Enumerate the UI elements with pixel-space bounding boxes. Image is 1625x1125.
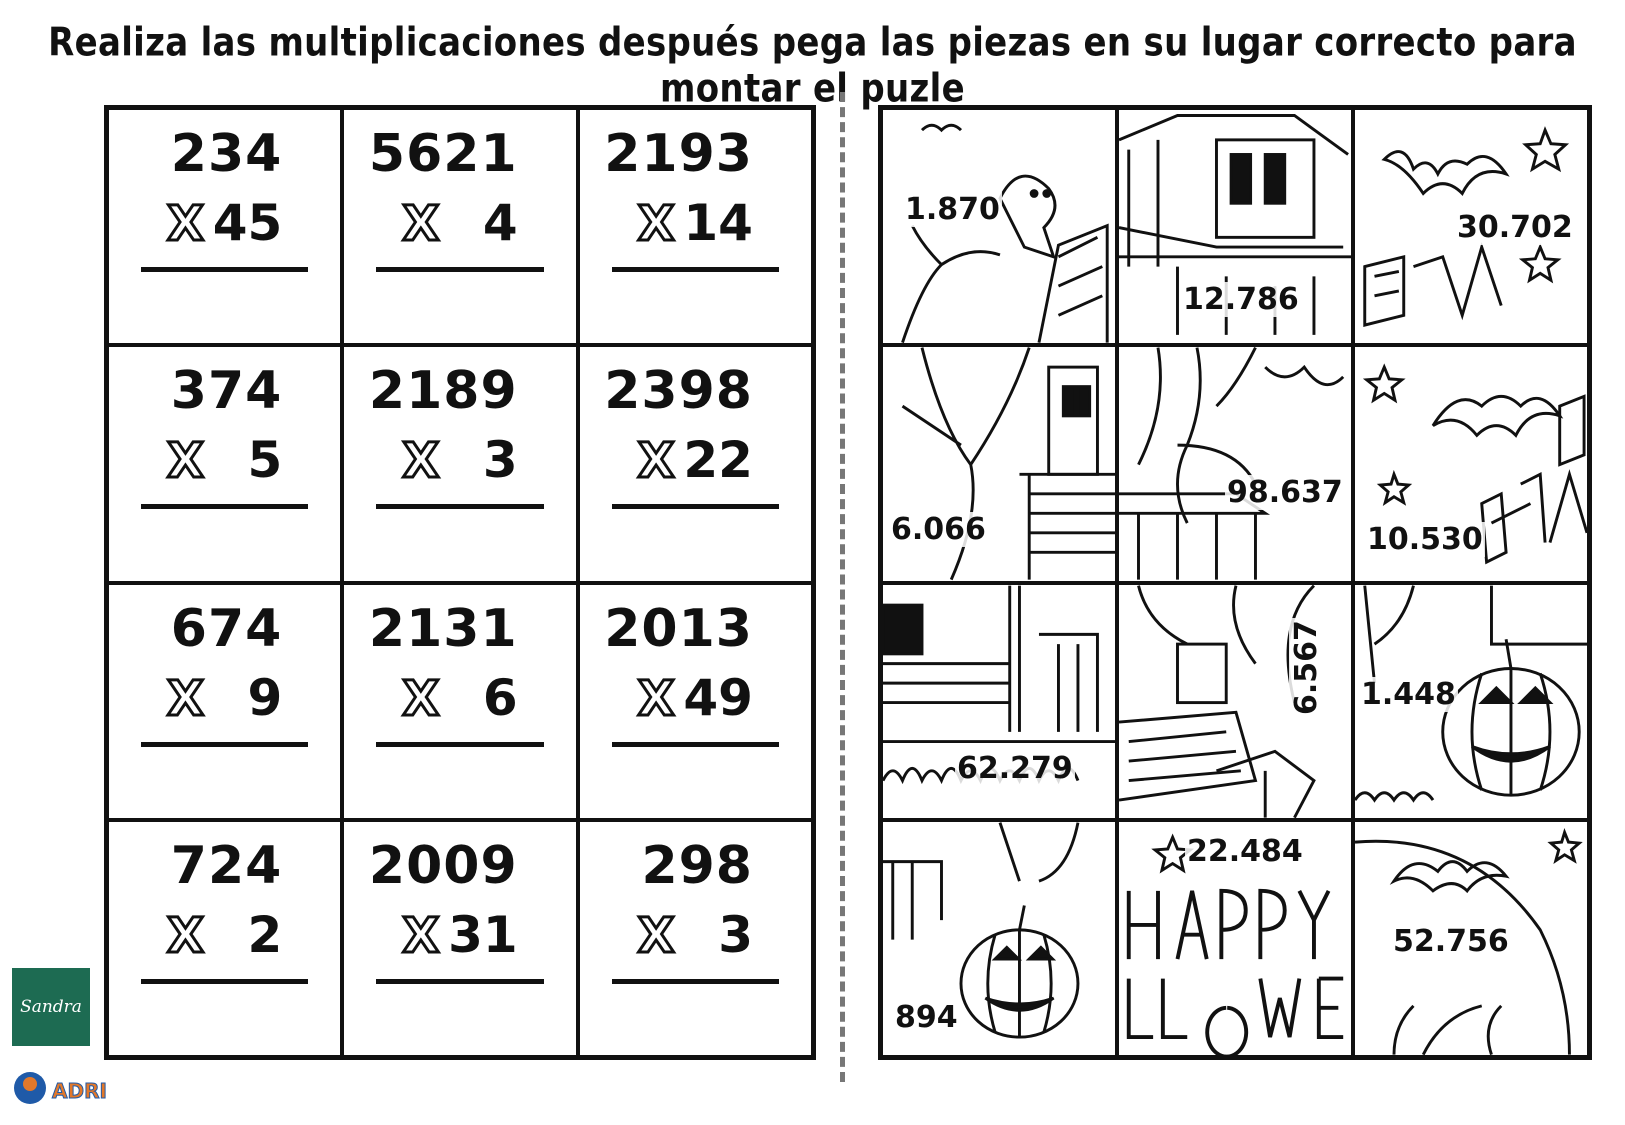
piece-number: 62.279: [957, 750, 1073, 786]
multiplicand: 2189: [368, 361, 518, 422]
answer-line: [376, 979, 543, 984]
problem-cell: [107, 108, 342, 345]
piece-number: 1.870: [905, 192, 1000, 227]
puzzle-grid: [878, 105, 1592, 1060]
multiplier: 3: [482, 431, 518, 490]
problem-cell: [342, 108, 577, 345]
multiplicand: 2009: [368, 835, 518, 896]
puzzle-piece[interactable]: [1353, 108, 1589, 345]
answer-line: [612, 267, 779, 272]
multiplicand: 2013: [604, 598, 753, 659]
times-sign: X: [637, 433, 675, 490]
problem-cell: [342, 820, 577, 1057]
problem-cell: [578, 345, 813, 582]
problem-cell: [107, 345, 342, 582]
times-sign: X: [167, 433, 205, 490]
times-sign: X: [637, 670, 675, 727]
multiplicand: 2131: [368, 598, 518, 659]
piece-number: 894: [895, 999, 958, 1035]
multiplicand: 5621: [368, 124, 518, 184]
cut-line: [840, 92, 845, 1082]
answer-line: [376, 742, 543, 747]
puzzle-piece[interactable]: [881, 583, 1117, 820]
problem-cell: [107, 583, 342, 820]
piece-number: 12.786: [1183, 282, 1299, 317]
piece-number: 52.756: [1393, 923, 1509, 959]
puzzle-piece[interactable]: [1117, 820, 1353, 1057]
piece-number: 6.567: [1289, 619, 1324, 715]
puzzle-piece[interactable]: [1353, 820, 1589, 1057]
multiplicand: 298: [641, 835, 753, 896]
multiplier: 6: [482, 668, 518, 727]
answer-line: [141, 267, 308, 272]
puzzle-piece[interactable]: [881, 820, 1117, 1057]
adri-logo-text: ADRI: [52, 1079, 107, 1103]
multiplicand: 674: [170, 598, 283, 659]
piece-number: 22.484: [1187, 833, 1303, 869]
times-sign: X: [167, 196, 205, 252]
worksheet-title: Realiza las multiplicaciones después pega las piezas en su lugar correcto para montar el puzle: [48, 20, 1577, 112]
times-sign: X: [167, 670, 205, 727]
tree-porch-illustration: [1119, 347, 1351, 580]
multiplier: 2: [247, 905, 283, 964]
times-sign: X: [637, 196, 675, 252]
problem-cell: [342, 583, 577, 820]
answer-line: [376, 504, 543, 509]
answer-line: [141, 979, 308, 984]
multiplicand: 2193: [604, 124, 753, 184]
answer-line: [612, 979, 779, 984]
answer-line: [141, 504, 308, 509]
problem-cell: [578, 583, 813, 820]
multiplicand: 234: [170, 124, 283, 184]
piece-number: 98.637: [1227, 475, 1343, 511]
piece-number: 30.702: [1457, 210, 1573, 245]
answer-line: [376, 267, 543, 272]
answer-line: [612, 742, 779, 747]
multiplier: 5: [247, 431, 283, 490]
multiplier: 9: [247, 668, 283, 727]
times-sign: X: [402, 196, 440, 252]
problem-cell: [578, 108, 813, 345]
times-sign: X: [402, 907, 440, 964]
multiplier: 45: [212, 194, 283, 252]
piece-number: 1.448: [1361, 676, 1456, 712]
multiplier: 22: [683, 431, 753, 490]
puzzle-piece[interactable]: [881, 108, 1117, 345]
times-sign: X: [402, 670, 440, 727]
puzzle-piece[interactable]: [881, 345, 1117, 582]
puzzle-piece[interactable]: [1353, 583, 1589, 820]
multiplier: 3: [718, 905, 753, 964]
problem-cell: [578, 820, 813, 1057]
times-sign: X: [402, 433, 440, 490]
multiplier: 31: [448, 905, 518, 964]
multiplier: 14: [683, 194, 753, 252]
answer-line: [612, 504, 779, 509]
multiplicand: 724: [170, 835, 283, 896]
times-sign: X: [167, 907, 205, 964]
problem-cell: [107, 820, 342, 1057]
puzzle-piece[interactable]: [1117, 108, 1353, 345]
puzzle-piece[interactable]: [1117, 345, 1353, 582]
sandra-logo: Sandra: [12, 968, 90, 1046]
piece-number: 6.066: [891, 512, 986, 548]
piece-number: 10.530: [1367, 522, 1483, 558]
times-sign: X: [637, 907, 675, 964]
multiplier: 4: [482, 194, 518, 252]
puzzle-piece[interactable]: [1353, 345, 1589, 582]
multiplicand: 2398: [604, 361, 753, 422]
superprofe-adri-logo: [12, 1068, 112, 1108]
multiplier: 49: [683, 668, 753, 727]
puzzle-piece[interactable]: [1117, 583, 1353, 820]
multiplication-grid: [104, 105, 816, 1060]
multiplicand: 374: [170, 361, 283, 422]
problem-cell: [342, 345, 577, 582]
answer-line: [141, 742, 308, 747]
